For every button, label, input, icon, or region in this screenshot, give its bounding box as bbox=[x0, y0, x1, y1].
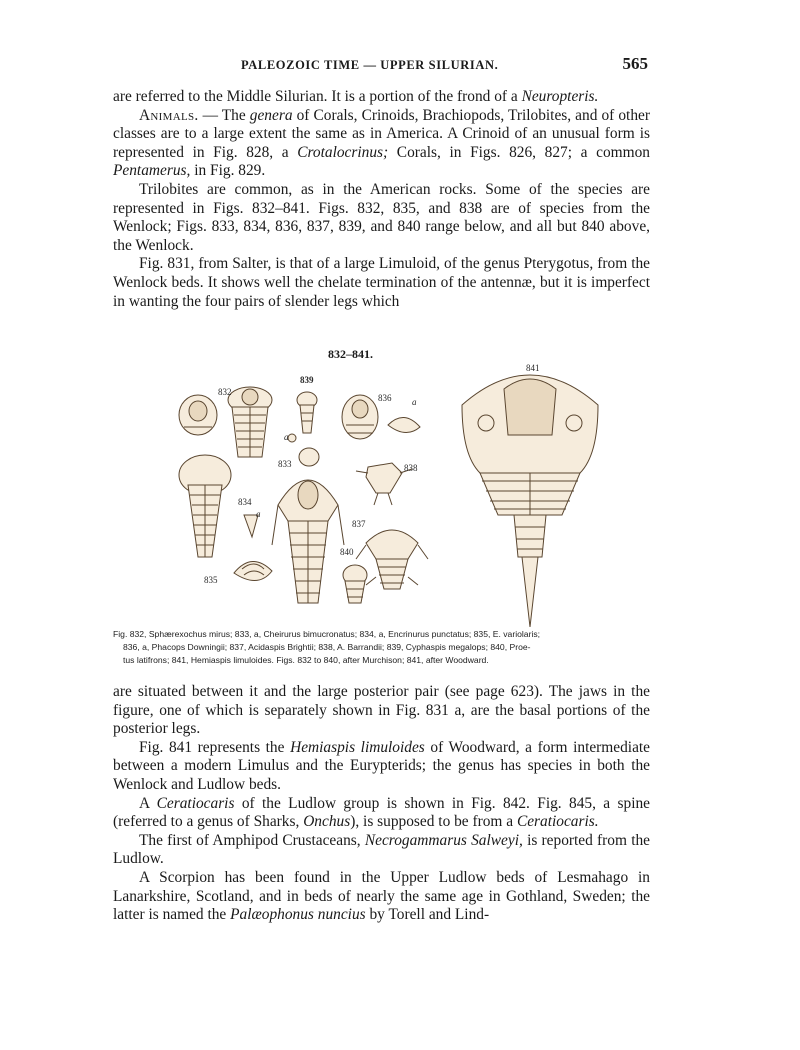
label-837: 837 bbox=[352, 519, 366, 529]
fossil-833-large-illustration bbox=[272, 480, 344, 603]
fossil-841-illustration bbox=[462, 375, 598, 627]
label-840: 840 bbox=[340, 547, 354, 557]
paragraph: The first of Amphipod Crustaceans, Necrogammarus Salweyi, is reported from the Ludlow. bbox=[113, 831, 650, 868]
fossil-832-illustration bbox=[179, 395, 217, 435]
paragraph: are situated between it and the large posterior pair (see page 623). The jaws in the figure, one of which is separately shown in Fig. 831 a, are the basal portions of the posterior legs. bbox=[113, 683, 650, 738]
taxon-name: Onchus bbox=[303, 813, 351, 831]
label-839: 839 bbox=[300, 375, 314, 385]
label-834: 834 bbox=[238, 497, 252, 507]
page-number: 565 bbox=[622, 54, 648, 73]
section-lead: Animals. bbox=[139, 106, 199, 124]
taxon-name: Hemiaspis limuloides bbox=[290, 738, 425, 756]
paragraph: A Scorpion has been found in the Upper Ludlow beds of Lesmahago in Lanarkshire, Scotland, and in beds of nearly the same age in Gothland, Sweden; the latter is named the Palæophonus nuncius by Torell and Lind- bbox=[113, 868, 650, 924]
taxon-name: Crotalocrinus; bbox=[297, 143, 389, 161]
taxon-name: Neuropteris. bbox=[521, 88, 599, 105]
label-a: a bbox=[412, 397, 417, 407]
figure-caption bbox=[113, 628, 650, 667]
label-836: 836 bbox=[378, 393, 392, 403]
body-text-top bbox=[113, 88, 650, 311]
running-header bbox=[113, 56, 648, 78]
fossil-835-illustration bbox=[234, 561, 272, 580]
label-a: a bbox=[256, 509, 261, 519]
paragraph: Trilobites are common, as in the American rocks. Some of the species are represented in Figs. 832–841. Figs. 832, 835, and 838 are of species from the Wenlock; Figs. 833, 834, 836, 837, 839, and 840 range below, and all but 840 above, the Wenlock. bbox=[113, 180, 650, 254]
paragraph: Fig. 841 represents the Hemiaspis limuloides of Woodward, a form intermediate between a modern Limulus and the Eurypterids; the genus has species in both the Wenlock and Ludlow beds. bbox=[113, 738, 651, 793]
fossil-833-illustration bbox=[228, 387, 272, 457]
fossil-840-illustration bbox=[343, 565, 367, 603]
label-841: 841 bbox=[526, 363, 540, 373]
label-832: 832 bbox=[218, 387, 232, 397]
fossil-837-illustration bbox=[356, 530, 428, 589]
paragraph: Animals. — The genera of Corals, Crinoids, Brachiopods, Trilobites, and of other classes are to a large extent the same as in America. A Crinoid of an unusual form is represented in Fig. 828, a Crotalocrinus; Corals, in Figs. 826, 827; a common Pentamerus, in Fig. 829. bbox=[113, 106, 650, 180]
paragraph: A Ceratiocaris of the Ludlow group is shown in Fig. 842. Fig. 845, a spine (referred to a genus of Sharks, Onchus), is supposed to be from a Ceratiocaris. bbox=[113, 794, 650, 831]
running-title: PALEOZOIC TIME — UPPER SILURIAN. bbox=[241, 58, 499, 72]
taxon-name: Pentamerus, bbox=[113, 162, 191, 180]
figure-title: 832–841. bbox=[328, 347, 373, 361]
label-835: 835 bbox=[204, 575, 218, 585]
taxon-name: Ceratiocaris. bbox=[516, 813, 599, 831]
taxon-name: Ceratiocaris bbox=[156, 794, 235, 812]
taxon-name: Necrogammarus Salweyi, bbox=[364, 831, 523, 849]
label-838: 838 bbox=[404, 463, 418, 473]
trilobite-figure bbox=[160, 345, 660, 630]
figure-illustration bbox=[160, 345, 660, 630]
paragraph: Fig. 831, from Salter, is that of a large Limuloid, of the genus Pterygotus, from the Wenlock beds. It shows well the chelate termination of the antennæ, but it is imperfect in wanting the four pairs of slender legs which bbox=[113, 255, 650, 310]
label-833: 833 bbox=[278, 459, 292, 469]
body-text-bottom bbox=[113, 683, 650, 925]
caption-line: 836, a, Phacops Downingii; 837, Acidaspis Brightii; 838, A. Barrandii; 839, Cyphaspis megalops; 840, Proe- bbox=[123, 642, 531, 652]
caption-line: tus latifrons; 841, Hemiaspis limuloides. Figs. 832 to 840, after Murchison; 841, after Woodward. bbox=[123, 655, 489, 665]
fossil-839-illustration bbox=[288, 392, 319, 466]
caption-line: Fig. 832, Sphærexochus mirus; 833, a, Cheirurus bimucronatus; 834, a, Encrinurus punctatus; 835, E. variolaris; bbox=[113, 629, 541, 639]
paragraph: are referred to the Middle Silurian. It is a portion of the frond of a Neuropteris. bbox=[113, 88, 599, 105]
label-a: a bbox=[284, 432, 289, 442]
taxon-name: Palæophonus nuncius bbox=[230, 906, 366, 924]
